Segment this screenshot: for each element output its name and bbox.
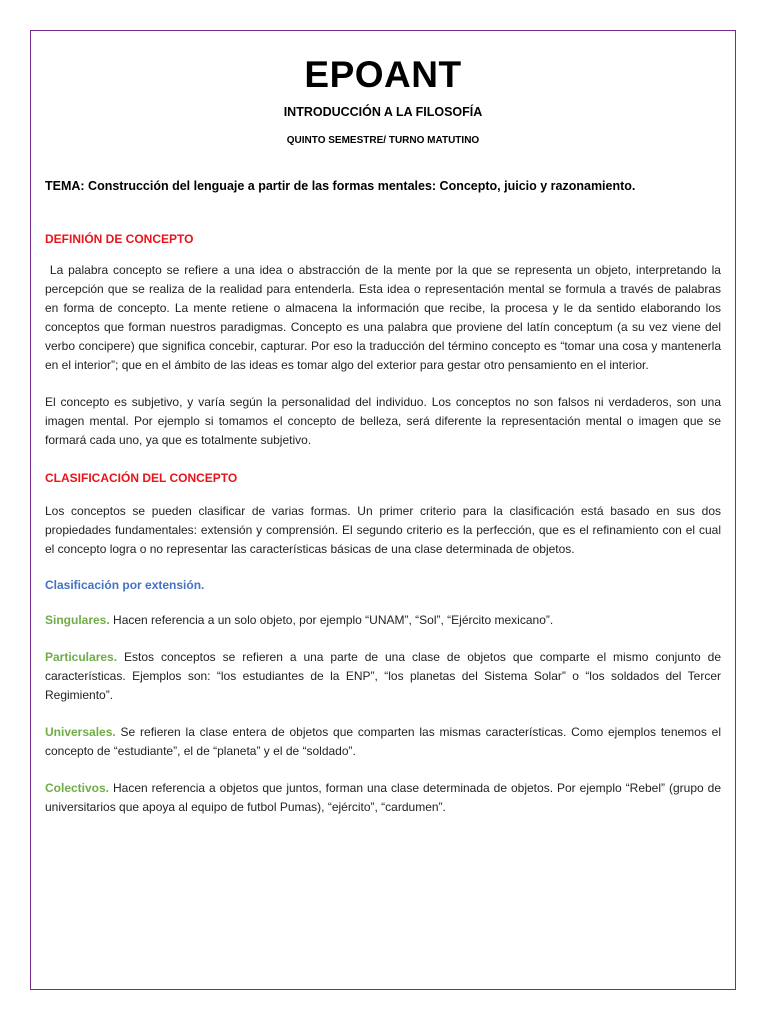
list-item-colectivos [45,779,721,817]
list-item-particulares [45,648,721,705]
paragraph-definition-2: El concepto es subjetivo, y varía según la personalidad del individuo. Los conceptos no son falsos ni verdaderos, son una imagen mental. Por ejemplo si tomamos el concepto de belleza, será diferente la representación mental o imagen que se formará cada uno, ya que es totalmente subjetivo. [45,395,721,447]
section-heading-classification: CLASIFICACIÓN DEL CONCEPTO [45,471,238,485]
list-item-universales [45,723,721,761]
section-heading-definition: DEFINIÓN DE CONCEPTO [45,232,194,246]
term-universales: Universales. [45,725,116,739]
term-singulares: Singulares. [45,613,110,627]
semester-line: QUINTO SEMESTRE/ TURNO MATUTINO [286,135,480,146]
item-text: Hacen referencia a un solo objeto, por ejemplo “UNAM”, “Sol”, “Ejército mexicano”. [109,613,554,627]
list-item-singulares [45,611,721,630]
course-title: INTRODUCCIÓN A LA FILOSOFÍA [283,105,483,119]
school-title: EPOANT [304,54,462,95]
item-text: Hacen referencia a objetos que juntos, forman una clase determinada de objetos. Por ejemplo “Rebel” (grupo de universitarios que apoya al equipo de futbol Pumas), “ejército”, “cardumen”. [45,781,721,814]
document-body [45,52,725,817]
term-particulares: Particulares. [45,650,118,664]
paragraph-classification-intro: Los conceptos se pueden clasificar de varias formas. Un primer criterio para la clasificación está basado en sus dos propiedades fundamentales: extensión y comprensión. El segundo criterio es la perfección, que es el refinamiento con el cual el concepto logra o no representar las características básicas de una clase determinada de objetos. [45,504,721,556]
paragraph-definition-1: La palabra concepto se refiere a una idea o abstracción de la mente por la que se representa un objeto, interpretando la percepción que se realiza de la realidad para entenderla. Esta idea o representación mental se formula a través de palabras en forma de concepto. La mente retiene o almacena la información que recibe, la procesa y le da sentido elaborando los conceptos que forman nuestros paradigmas. Concepto es una palabra que proviene del latín conceptum (a su vez viene del verbo concipere) que significa concebir, capturar. Por eso la traducción del término concepto es “tomar una cosa y mantenerla en el interior”; que en el ámbito de las ideas es tomar algo del exterior para gestar otro pensamiento en el interior. [45,263,725,372]
term-colectivos: Colectivos. [45,781,110,795]
topic-line: TEMA: Construcción del lenguaje a partir de las formas mentales: Concepto, juicio y razonamiento. [45,179,636,193]
item-text: Estos conceptos se refieren a una parte de una clase de objetos que comparte el mismo conjunto de características. Ejemplos son: “los estudiantes de la ENP”, “los planetas del Sistema Solar” o “los soldados del Tercer Regimiento”. [45,650,721,702]
sub-heading-extension: Clasificación por extensión. [45,578,205,592]
item-text: Se refieren la clase entera de objetos que comparten las mismas características. Como ejemplos tenemos el concepto de “estudiante”, el de “planeta” y el de “soldado”. [45,725,721,758]
